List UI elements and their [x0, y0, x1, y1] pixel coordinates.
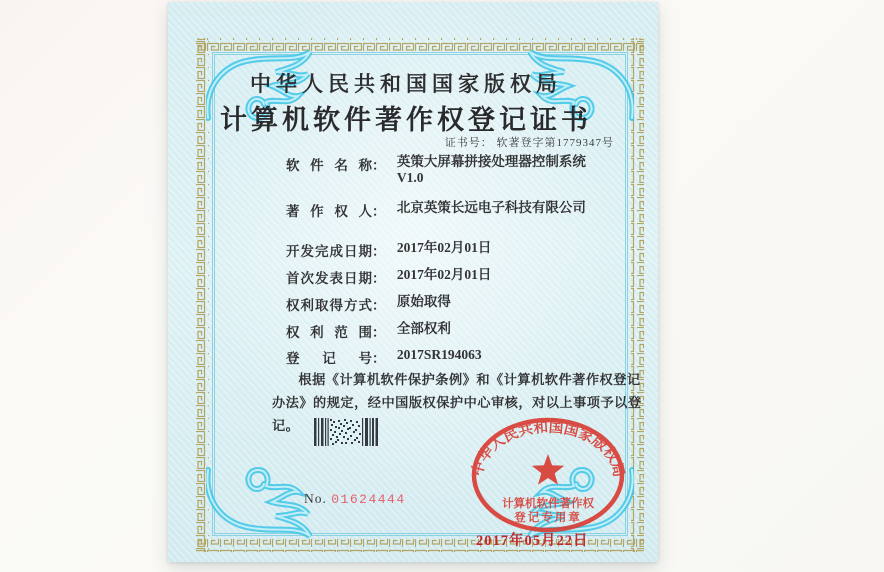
seal-ring-text: 中华人民共和国国家版权局	[469, 419, 627, 479]
field-label: 著作权人	[286, 204, 372, 219]
serial-number	[304, 491, 406, 507]
certificate-number: 证书号： 软著登字第1779347号	[444, 137, 614, 149]
serial-value: 01624444	[331, 492, 406, 507]
official-seal	[468, 414, 628, 536]
seal-line2: 登记专用章	[514, 512, 582, 524]
field-registration-number	[286, 347, 482, 367]
field-rights-scope	[286, 321, 451, 341]
field-label: 软件名称	[286, 158, 372, 173]
seal-star-icon	[532, 454, 564, 485]
seal-line1: 计算机软件著作权	[502, 498, 594, 510]
field-colon: ：	[372, 271, 386, 286]
corner-flourish-bottom-left	[206, 466, 312, 540]
field-value: 全部权利	[396, 321, 451, 336]
field-value: 原始取得	[396, 294, 451, 309]
field-colon: ：	[372, 351, 386, 366]
field-value: 2017年02月01日	[396, 267, 492, 282]
field-software-name	[286, 154, 586, 186]
serial-prefix: No.	[304, 491, 327, 506]
field-colon: ：	[372, 204, 386, 219]
issue-date: 2017年05月22日	[476, 533, 589, 549]
field-value: 2017年02月01日	[396, 240, 492, 255]
field-colon: ：	[372, 158, 386, 173]
authority-title: 中华人民共和国国家版权局	[250, 72, 562, 96]
field-value: 英策大屏幕拼接处理器控制系统 V1.0	[396, 154, 586, 185]
field-value-line2: V1.0	[396, 170, 424, 185]
barcode	[314, 418, 380, 446]
certificate-paper	[168, 2, 658, 562]
field-label: 开发完成日期	[286, 244, 372, 259]
field-label: 权利范围	[286, 325, 372, 340]
registration-statement: 根据《计算机软件保护条例》和《计算机软件著作权登记办法》的规定，经中国版权保护中心审核，对以上事项予以登记。	[272, 372, 642, 433]
field-dev-complete-date	[286, 240, 491, 260]
field-copyright-owner	[286, 200, 586, 220]
field-label: 登记号	[286, 351, 372, 366]
field-value: 北京英策长远电子科技有限公司	[396, 200, 586, 215]
field-rights-acquisition	[286, 294, 451, 314]
field-value: 2017SR194063	[396, 347, 482, 362]
certificate-title: 计算机软件著作权登记证书	[220, 105, 592, 135]
field-first-publish-date	[286, 267, 491, 287]
field-label: 权利取得方式	[286, 298, 372, 313]
field-colon: ：	[372, 244, 386, 259]
field-colon: ：	[372, 298, 386, 313]
field-label: 首次发表日期	[286, 271, 372, 286]
field-colon: ：	[372, 325, 386, 340]
